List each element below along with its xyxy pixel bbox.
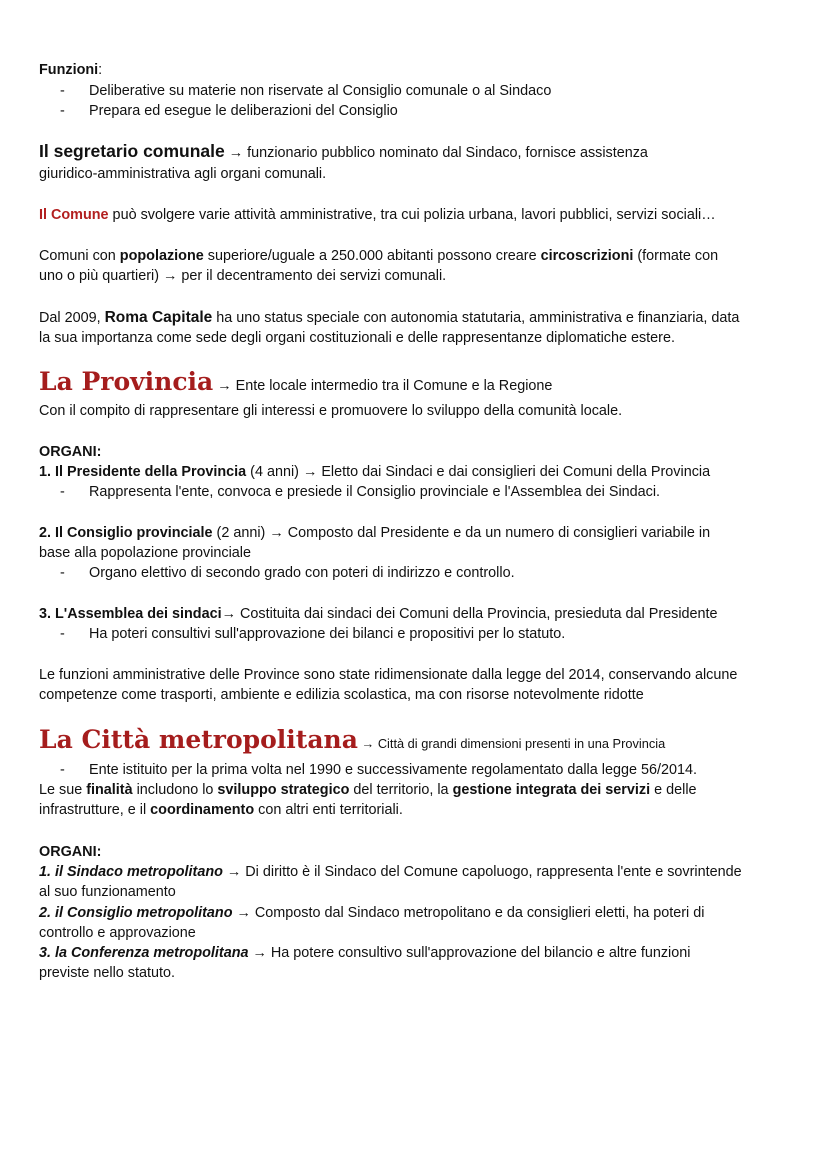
citta-organo-3: 3. la Conferenza metropolitana → Ha potere consultivo sull'approvazione del bilancio e altre funzioni xyxy=(39,945,691,961)
provincia-desc: Con il compito di rappresentare gli interessi e promuovere lo sviluppo della comunità locale. xyxy=(39,403,623,419)
citta-organo-1-line2: al suo funzionamento xyxy=(39,884,176,900)
provincia-organo-2: 2. Il Consiglio provinciale (2 anni) → Composto dal Presidente e da un numero di consiglieri variabile in xyxy=(39,525,711,541)
provincia-organo-1: 1. Il Presidente della Provincia (4 anni) → Eletto dai Sindaci e dai consiglieri dei Comuni della Provincia xyxy=(39,464,711,480)
citta-title: La Città metropolitana xyxy=(39,725,358,754)
citta-finalita-line2: infrastrutture, e il coordinamento con altri enti territoriali. xyxy=(39,802,403,818)
circoscrizioni-line1: Comuni con popolazione superiore/uguale a 250.000 abitanti possono creare circoscrizioni (formate con xyxy=(39,248,719,264)
segretario-line2: giuridico-amministrativa agli organi comunali. xyxy=(39,166,327,182)
provincia-organi-label: ORGANI: xyxy=(39,444,102,460)
citta-heading xyxy=(39,724,799,760)
provincia-funzioni-line1: Le funzioni amministrative delle Province sono state ridimensionate dalla legge del 2014, conservando alcune xyxy=(39,667,738,683)
provincia-organo-2-line2: base alla popolazione provinciale xyxy=(39,545,252,561)
citta-organi-label: ORGANI: xyxy=(39,844,102,860)
provincia-organo-3: 3. L'Assemblea dei sindaci→ Costituita dai sindaci dei Comuni della Provincia, presieduta dal Presidente xyxy=(39,606,718,622)
comune-paragraph: Il Comune può svolgere varie attività amministrative, tra cui polizia urbana, lavori pubblici, servizi sociali… xyxy=(39,207,716,223)
segretario-line1: Il segretario comunale → funzionario pubblico nominato dal Sindaco, fornisce assistenza xyxy=(39,141,648,161)
document-page: Funzioni: Deliberative su materie non riservate al Consiglio comunale o al Sindaco Prepara ed esegue le deliberazioni del Consiglio Il segretario comunale → funzionario pubblico nominato dal Sindaco, fornisce assistenza giuridico-amministrativa agli organi comunali. Il Comune può svolgere varie attività amministrative, tra cui polizia urbana, lavori pubblici, servizi sociali… Comuni con popolazione superiore/uguale a 250.000 abitanti possono creare circoscrizioni (formate con uno o più quartieri) → per il decentramento dei servizi comunali. Dal 2009, Roma Capitale ha uno status speciale con autonomia statutaria, amministrativa e finanziaria, data la sua importanza come sede degli organi costituzionali e delle rappresentanze diplomatiche estere. La Provincia → Ente locale intermedio tra il Comune e la Regione Con il compito di rappresentare gli interessi e promuovere lo sviluppo della comunità locale. ORGANI: 1. Il Presidente della Provincia (4 anni) → Eletto dai Sindaci e dai consiglieri dei Comuni della Provincia Rappresenta l'ente, convoca e presiede il Consiglio provinciale e l'Assemblea dei Sindaci. 2. Il Consiglio provinciale (2 anni) → Composto dal Presidente e da un numero di consiglieri variabile in base alla popolazione provinciale Organo elettivo di secondo grado con poteri di indirizzo e controllo. 3. L'Assemblea dei sindaci→ Costituita dai sindaci dei Comuni della Provincia, presieduta dal Presidente Ha poteri consultivi sull'approvazione dei bilanci e propositivi per lo statuto. Le funzioni amministrative delle Province sono state ridimensionate dalla legge del 2014, conservando alcune competenze come trasporti, ambiente e edilizia scolastica, ma con risorse notevolmente ridotte La Città metropolitana → Città di grandi dimensioni presenti in una Provincia Ente istituito per la prima volta nel 1990 e successivamente regolamentato dalla legge 56/2014. Le sue finalità includono lo sviluppo strategico del territorio, la gestione integrata dei servizi e delle infrastrutture, e il coordinamento con altri enti territoriali. ORGANI: 1. il Sindaco metropolitano → Di diritto è il Sindaco del Comune capoluogo, rappresenta l'ente e sovrintende al suo funzionamento 2. il Consiglio metropolitano → Composto dal Sindaco metropolitano e da consiglieri eletti, ha poteri di controllo e approvazione 3. la Conferenza metropolitana → Ha potere consultivo sull'approvazione del bilancio e altre funzioni previste nello statuto. xyxy=(0,0,828,1169)
citta-organo-3-line2: previste nello statuto. xyxy=(39,965,175,981)
citta-organo-2: 2. il Consiglio metropolitano → Composto dal Sindaco metropolitano e da consiglieri eletti, ha poteri di xyxy=(39,905,705,921)
provincia-funzioni-line2: competenze come trasporti, ambiente e edilizia scolastica, ma con risorse notevolmente ridotte xyxy=(39,687,644,703)
provincia-subtitle: → Ente locale intermedio tra il Comune e la Regione xyxy=(213,378,553,394)
citta-organo-2-line2: controllo e approvazione xyxy=(39,925,196,941)
citta-organo-1: 1. il Sindaco metropolitano → Di diritto è il Sindaco del Comune capoluogo, rappresenta l'ente e sovrintende xyxy=(39,864,742,880)
roma-line1: Dal 2009, Roma Capitale ha uno status speciale con autonomia statutaria, amministrativa e finanziaria, data xyxy=(39,309,740,326)
segretario-title: Il segretario comunale xyxy=(39,141,225,161)
funzioni-colon: : xyxy=(98,62,103,78)
provincia-heading xyxy=(39,366,799,402)
circoscrizioni-line2: uno o più quartieri) → per il decentramento dei servizi comunali. xyxy=(39,268,447,284)
funzioni-title: Funzioni xyxy=(39,62,99,78)
citta-finalita-line1: Le sue finalità includono lo sviluppo strategico del territorio, la gestione integrata dei servizi e delle xyxy=(39,782,697,798)
citta-subtitle: → Città di grandi dimensioni presenti in una Provincia xyxy=(357,736,666,751)
roma-line2: la sua importanza come sede degli organi costituzionali e delle rappresentanze diplomatiche estere. xyxy=(39,330,675,346)
funzioni-heading xyxy=(39,60,799,80)
comune-title: Il Comune xyxy=(39,207,109,223)
provincia-title: La Provincia xyxy=(39,367,214,396)
